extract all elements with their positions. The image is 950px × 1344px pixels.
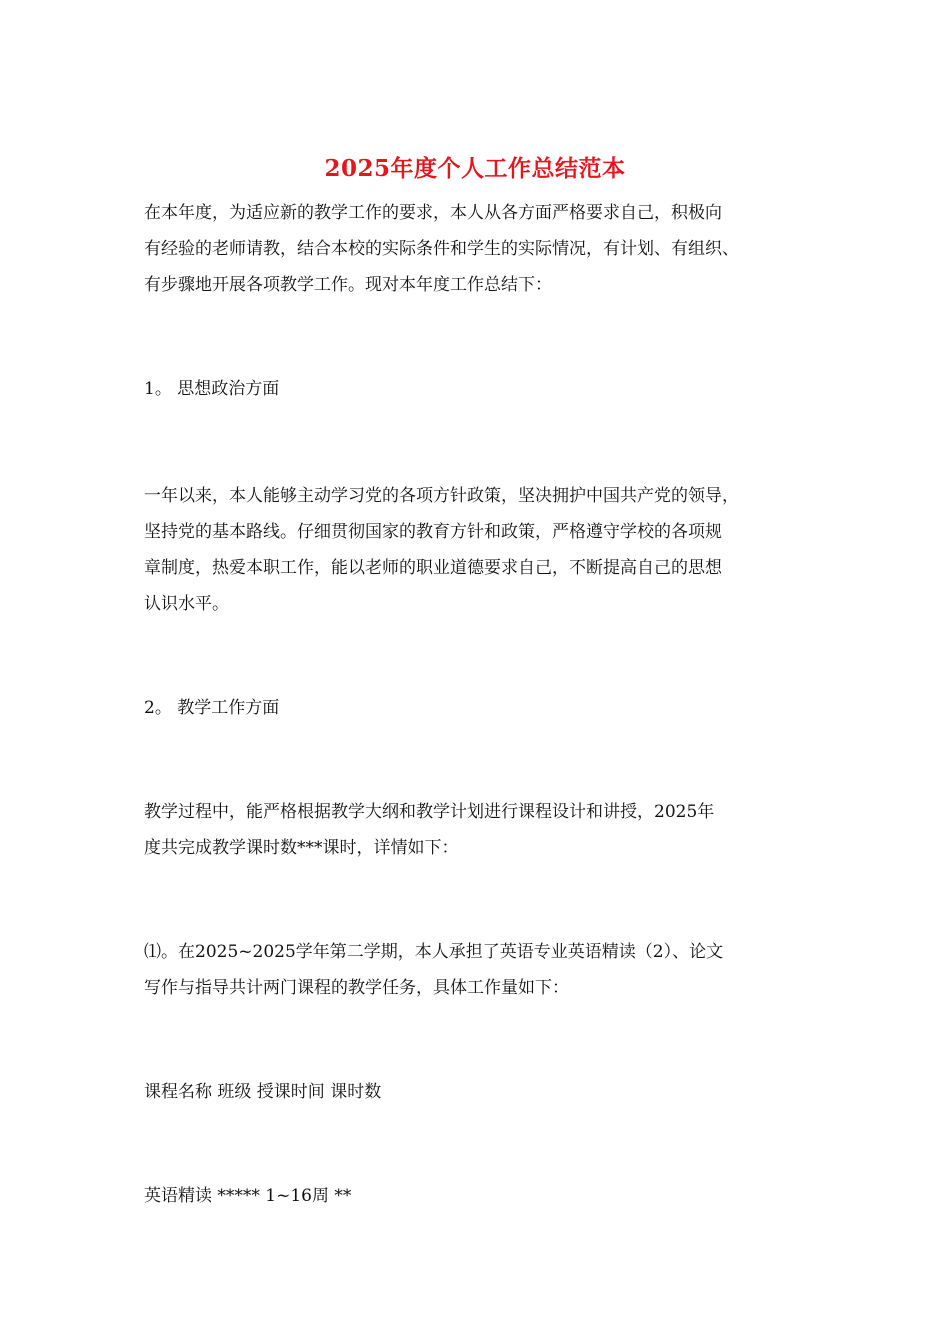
section-heading-2: [144, 690, 824, 726]
text-line: 1。 思想政治方面: [144, 379, 280, 399]
table-header-line: [144, 1074, 824, 1110]
text-line: ⑴。在2025~2025学年第二学期，本人承担了英语专业英语精读（2）、论文: [144, 942, 724, 962]
text-line: 有步骤地开展各项教学工作。现对本年度工作总结下：: [144, 275, 552, 295]
text-line: 教学过程中，能严格根据教学大纲和教学计划进行课程设计和讲授，2025年: [144, 802, 715, 822]
paragraph-intro: [144, 195, 824, 303]
text-line: 坚持党的基本路线。仔细贯彻国家的教育方针和政策，严格遵守学校的各项规: [144, 522, 722, 542]
section-heading-1: [144, 371, 824, 407]
text-line: 有经验的老师请教，结合本校的实际条件和学生的实际情况，有计划、有组织、: [144, 239, 739, 259]
document-title: 2025年度个人工作总结范本: [324, 155, 626, 182]
text-line: 章制度，热爱本职工作，能以老师的职业道德要求自己，不断提高自己的思想: [144, 558, 722, 578]
table-row-line: [144, 1178, 824, 1214]
text-line: 在本年度，为适应新的教学工作的要求，本人从各方面严格要求自己，积极向: [144, 203, 722, 223]
paragraph-semester: [144, 934, 824, 1006]
text-line: 课程名称 班级 授课时间 课时数: [144, 1082, 382, 1102]
paragraph-teaching: [144, 794, 824, 866]
text-line: 英语精读 ***** 1~16周 **: [144, 1186, 352, 1206]
text-line: 写作与指导共计两门课程的教学任务，具体工作量如下：: [144, 978, 569, 998]
text-line: 度共完成教学课时数***课时，详情如下：: [144, 838, 459, 858]
text-line: 认识水平。: [144, 594, 229, 614]
text-line: 一年以来，本人能够主动学习党的各项方针政策，坚决拥护中国共产党的领导，: [144, 486, 739, 506]
text-line: 2。 教学工作方面: [144, 698, 280, 718]
paragraph-politics: [144, 478, 824, 622]
